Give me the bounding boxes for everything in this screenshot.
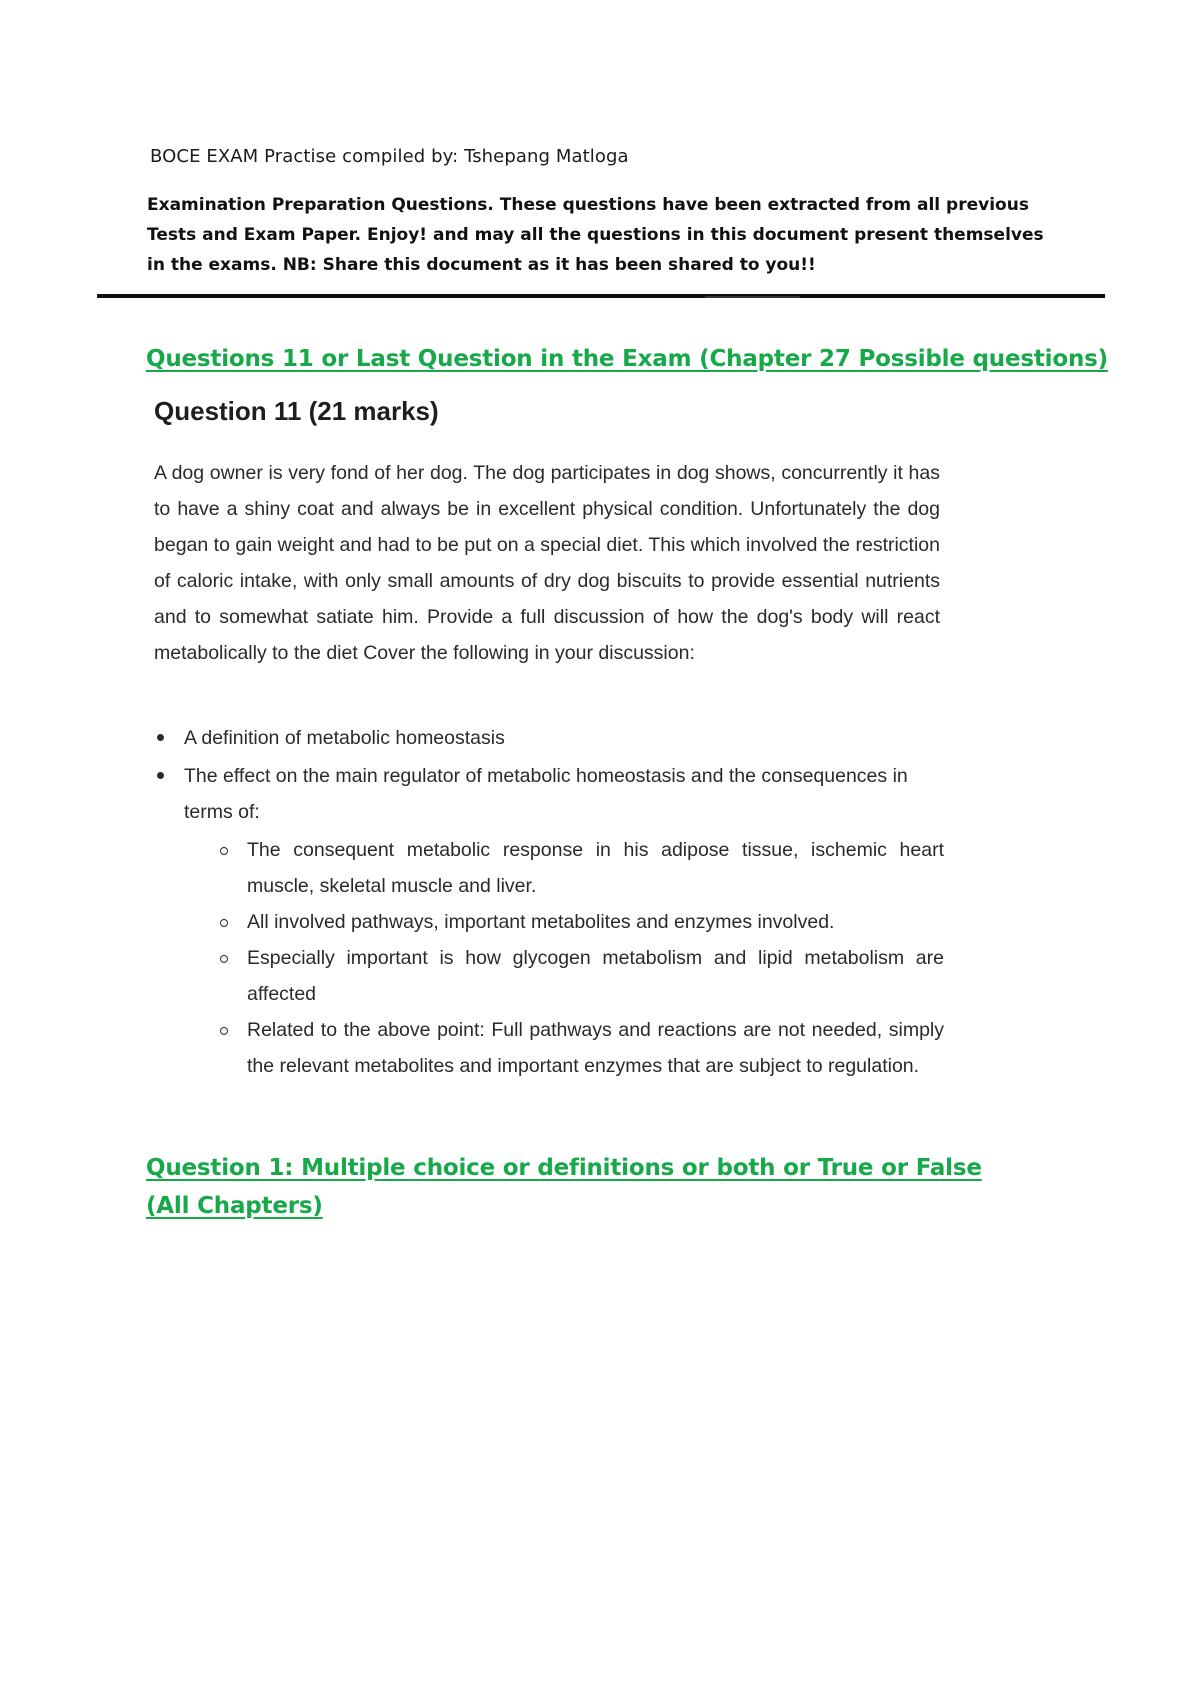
list-item [217,1012,944,1084]
document-header: BOCE EXAM Practise compiled by: Tshepang Matloga [150,146,629,167]
section-heading-question-1: Question 1: Multiple choice or definitions or both or True or False (All Chapters) [146,1155,982,1219]
list-item [154,720,944,756]
circle-bullet-icon [220,847,228,855]
circle-bullet-icon [220,1027,228,1035]
bullet-text: A definition of metabolic homeostasis [184,727,505,749]
circle-bullet-icon [220,955,228,963]
question-title: Question 11 (21 marks) [154,396,439,426]
header-divider [97,294,1105,298]
sub-bullet-text: The consequent metabolic response in his adipose tissue, ischemic heart muscle, skeletal muscle and liver. [247,839,944,897]
bullet-icon [157,734,164,741]
question-bullet-list [154,720,944,1086]
circle-bullet-icon [220,919,228,927]
sub-bullet-text: Related to the above point: Full pathways and reactions are not needed, simply the relevant metabolites and important enzymes that are subject to regulation. [247,1019,944,1077]
sub-bullet-text: All involved pathways, important metabolites and enzymes involved. [247,911,835,933]
bullet-text: The effect on the main regulator of metabolic homeostasis and the consequences in terms of: [184,765,908,823]
bullet-icon [157,772,164,779]
question-paragraph: A dog owner is very fond of her dog. The dog participates in dog shows, concurrently it has to have a shiny coat and always be in excellent physical condition. Unfortunately the dog began to gain weight and had to be put on a special diet. This which involved the restriction of caloric intake, with only small amounts of dry dog biscuits to provide essential nutrients and to somewhat satiate him. Provide a full discussion of how the dog's body will react metabolically to the diet Cover the following in your discussion: [154,462,940,664]
header-divider-accent [705,296,800,298]
sub-bullet-text: Especially important is how glycogen metabolism and lipid metabolism are affected [247,947,944,1005]
intro-paragraph: Examination Preparation Questions. These questions have been extracted from all previous Tests and Exam Paper. Enjoy! and may all the questions in this document present themselves in the exams. NB: Share this document as it has been shared to you!! [147,195,1044,275]
section-heading-question-11: Questions 11 or Last Question in the Exam (Chapter 27 Possible questions) [146,346,1108,372]
list-item [217,904,944,940]
list-item [217,832,944,904]
list-item [154,758,944,1084]
list-item [217,940,944,1012]
sub-bullet-list [217,832,944,1084]
